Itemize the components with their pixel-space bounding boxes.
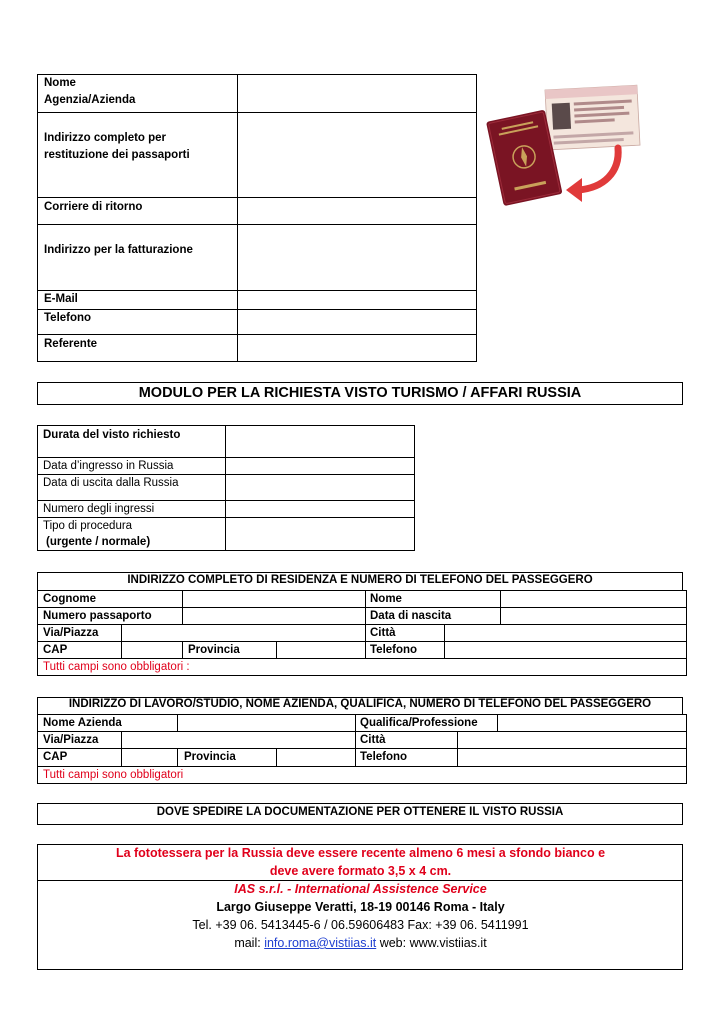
work-province-label: Provincia xyxy=(184,751,236,763)
billing-address-label: Indirizzo per la fatturazione xyxy=(44,244,193,256)
residence-city-label: Città xyxy=(370,627,396,639)
phone-field[interactable] xyxy=(238,310,476,334)
work-cap-label: CAP xyxy=(43,751,68,763)
referent-label: Referente xyxy=(44,338,98,350)
courier-label: Corriere di ritorno xyxy=(44,201,143,213)
photo-requirement-line2: deve avere formato 3,5 x 4 cm. xyxy=(269,864,452,878)
procedure-type-label-2: (urgente / normale) xyxy=(46,536,151,548)
name-label: Nome xyxy=(370,593,402,605)
work-street-label: Via/Piazza xyxy=(43,734,99,746)
agency-name-label-2: Agenzia/Azienda xyxy=(44,94,136,106)
work-phone-field[interactable] xyxy=(458,749,686,766)
work-province-field[interactable] xyxy=(277,749,355,766)
work-street-field[interactable] xyxy=(122,732,355,748)
email-link[interactable]: info.roma@vistiias.it xyxy=(264,936,377,950)
exit-date-field[interactable] xyxy=(226,475,414,500)
entries-count-label: Numero degli ingressi xyxy=(43,503,155,515)
company-name-label: Nome Azienda xyxy=(43,717,122,729)
form-title: MODULO PER LA RICHIESTA VISTO TURISMO / AFFARI RUSSIA xyxy=(138,385,582,401)
residence-required-note: Tutti campi sono obbligatori : xyxy=(43,661,190,673)
residence-cap-field[interactable] xyxy=(122,642,182,658)
residence-province-field[interactable] xyxy=(277,642,365,658)
qualification-field[interactable] xyxy=(498,715,686,731)
name-field[interactable] xyxy=(501,591,686,607)
agency-name-label: Nome xyxy=(44,77,76,89)
visa-sheet-image xyxy=(545,85,640,150)
qualification-label: Qualifica/Professione xyxy=(360,717,478,729)
entry-date-label: Data d’ingresso in Russia xyxy=(43,460,174,472)
work-header: INDIRIZZO DI LAVORO/STUDIO, NOME AZIENDA, QUALIFICA, NUMERO DI TELEFONO DEL PASSEGGERO xyxy=(68,698,652,710)
surname-label: Cognome xyxy=(43,593,97,605)
return-address-label-2: restituzione dei passaporti xyxy=(44,149,190,161)
passport-number-label: Numero passaporto xyxy=(43,610,152,622)
web-label: web: www.vistiias.it xyxy=(376,936,487,950)
company-contacts xyxy=(38,936,683,950)
residence-phone-label: Telefono xyxy=(370,644,418,656)
exit-date-label: Data di uscita dalla Russia xyxy=(43,477,179,489)
residence-street-label: Via/Piazza xyxy=(43,627,99,639)
return-address-label: Indirizzo completo per xyxy=(44,132,167,144)
birth-date-field[interactable] xyxy=(501,608,686,624)
visa-duration-field[interactable] xyxy=(226,426,414,457)
photo-requirement-line1: La fototessera per la Russia deve essere recente almeno 6 mesi a sfondo bianco e xyxy=(115,846,606,860)
billing-address-field[interactable] xyxy=(238,225,476,290)
return-address-field[interactable] xyxy=(238,113,476,197)
company-phone-fax: Tel. +39 06. 5413445-6 / 06.59606483 Fax: +39 06. 5411991 xyxy=(192,918,529,932)
birth-date-label: Data di nascita xyxy=(370,610,452,622)
surname-field[interactable] xyxy=(183,591,365,607)
work-cap-field[interactable] xyxy=(122,749,177,766)
email-field[interactable] xyxy=(238,291,476,309)
passport-number-field[interactable] xyxy=(183,608,365,624)
entry-date-field[interactable] xyxy=(226,458,414,474)
residence-header: INDIRIZZO COMPLETO DI RESIDENZA E NUMERO DI TELEFONO DEL PASSEGGERO xyxy=(127,574,593,586)
work-phone-label: Telefono xyxy=(360,751,408,763)
company-name: IAS s.r.l. - International Assistence Service xyxy=(234,882,487,896)
work-city-field[interactable] xyxy=(458,732,686,748)
residence-city-field[interactable] xyxy=(445,625,686,641)
procedure-type-label: Tipo di procedura xyxy=(43,520,133,532)
courier-field[interactable] xyxy=(238,198,476,224)
passport-visa-illustration xyxy=(478,80,648,250)
work-city-label: Città xyxy=(360,734,386,746)
procedure-type-field[interactable] xyxy=(226,518,414,550)
arrow-icon xyxy=(566,148,618,202)
email-label: E-Mail xyxy=(44,293,78,305)
visa-duration-label: Durata del visto richiesto xyxy=(43,429,181,441)
company-address: Largo Giuseppe Veratti, 18-19 00146 Roma - Italy xyxy=(216,900,505,914)
phone-label: Telefono xyxy=(44,312,92,324)
company-name-field[interactable] xyxy=(178,715,355,731)
residence-street-field[interactable] xyxy=(122,625,365,641)
residence-cap-label: CAP xyxy=(43,644,68,656)
agency-name-field[interactable] xyxy=(238,75,476,112)
mail-label: mail: xyxy=(234,936,265,950)
entries-count-field[interactable] xyxy=(226,501,414,517)
residence-phone-field[interactable] xyxy=(445,642,686,658)
referent-field[interactable] xyxy=(238,335,476,361)
work-required-note: Tutti campi sono obbligatori xyxy=(43,769,184,781)
ship-title: DOVE SPEDIRE LA DOCUMENTAZIONE PER OTTENERE IL VISTO RUSSIA xyxy=(156,806,564,818)
residence-province-label: Provincia xyxy=(188,644,240,656)
